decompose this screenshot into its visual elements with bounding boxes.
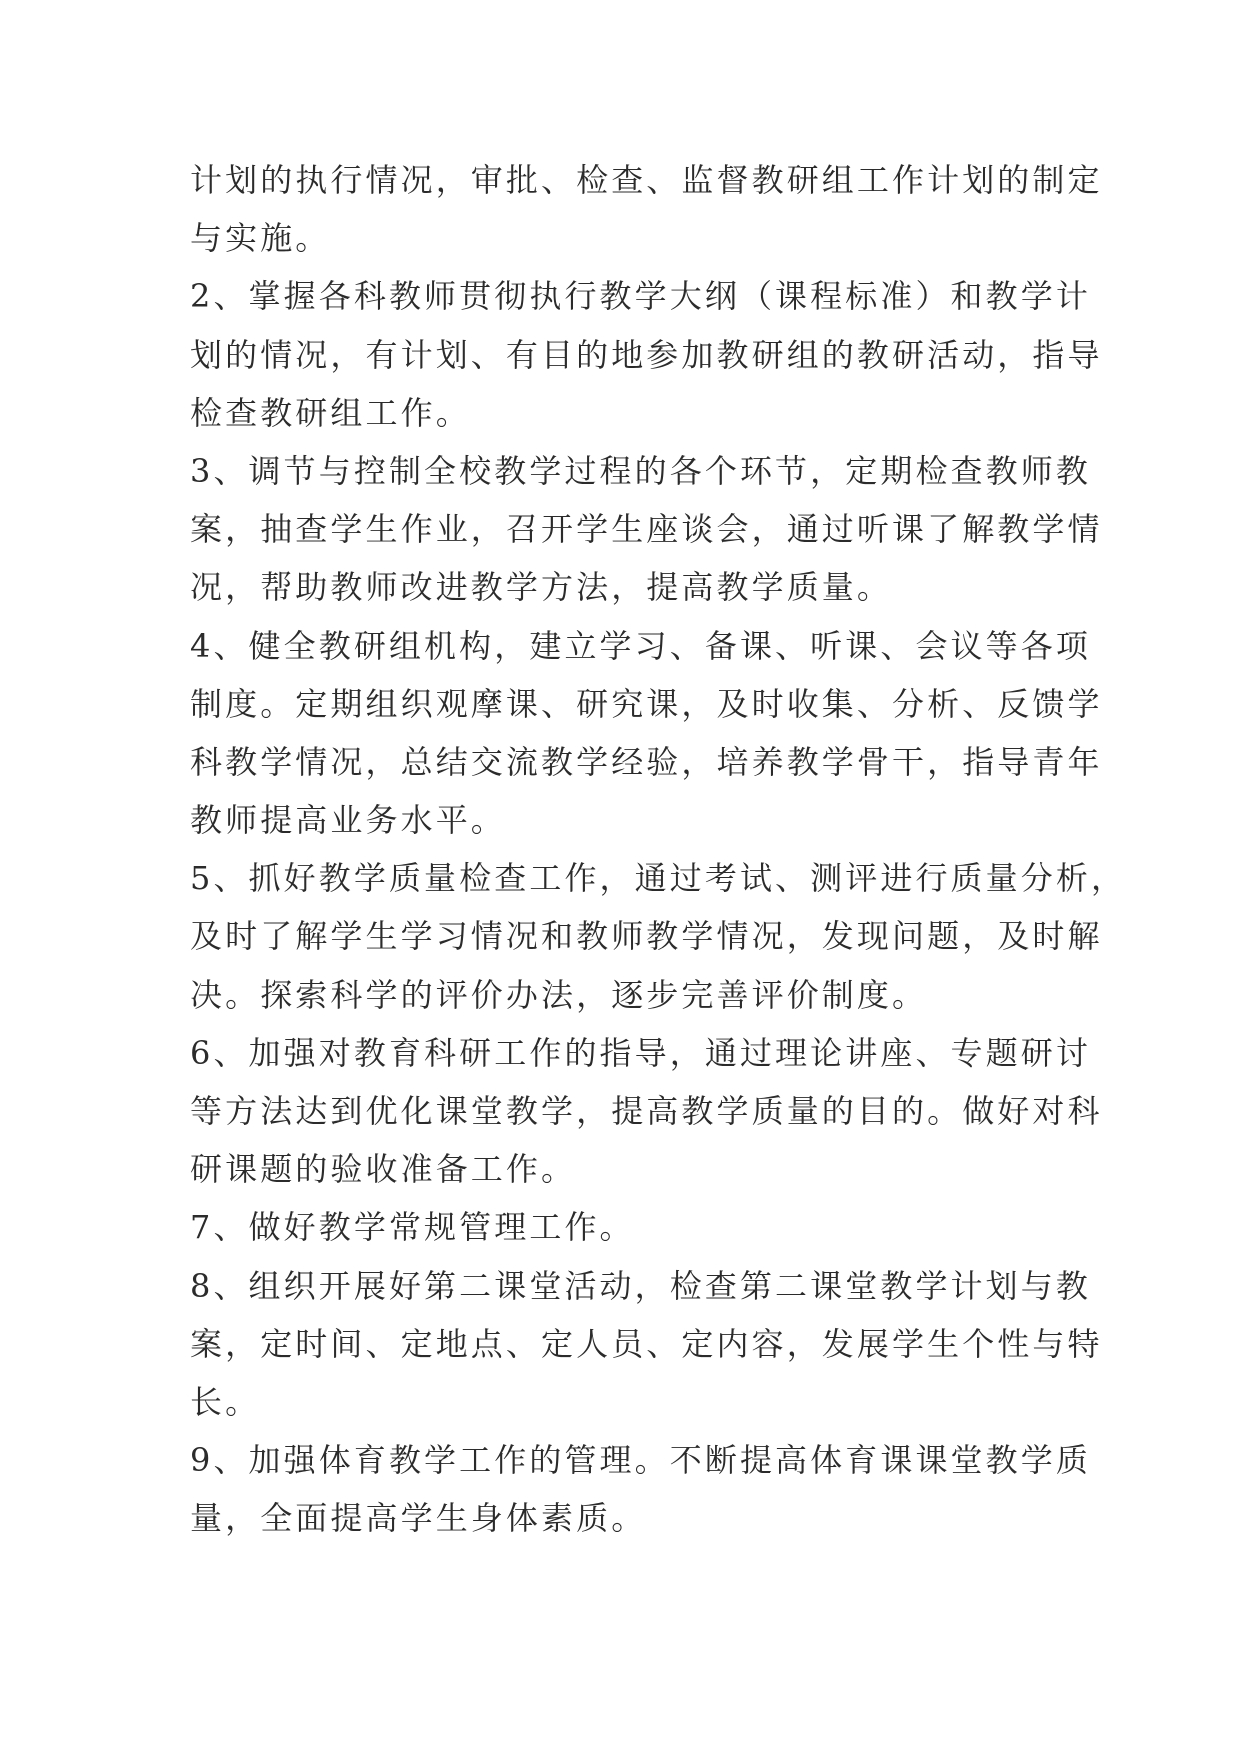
text-line: 划的情况，有计划、有目的地参加教研组的教研活动，指导 [190, 335, 1103, 374]
body-text [190, 151, 1127, 1548]
text-line: 决。探索科学的评价办法，逐步完善评价制度。 [190, 975, 928, 1014]
text-line: 长。 [190, 1382, 261, 1421]
text-line: 计划的执行情况，审批、检查、监督教研组工作计划的制定 [190, 161, 1103, 199]
text-line: 教师提高业务水平。 [190, 801, 506, 840]
text-line: 8、组织开展好第二课堂活动，检查第二课堂教学计划与教 [190, 1266, 1091, 1305]
text-line: 及时了解学生学习情况和教师教学情况，发现问题，及时解 [190, 917, 1103, 956]
text-line: 5、抓好教学质量检查工作，通过考试、测评进行质量分析， [190, 859, 1127, 898]
text-line: 与实施。 [190, 219, 331, 258]
text-line: 3、调节与控制全校教学过程的各个环节，定期检查教师教 [190, 451, 1091, 490]
text-line: 2、掌握各科教师贯彻执行教学大纲（课程标准）和教学计 [190, 277, 1091, 316]
text-line: 检查教研组工作。 [190, 393, 471, 432]
text-line: 4、健全教研组机构，建立学习、备课、听课、会议等各项 [190, 626, 1091, 665]
text-line: 制度。定期组织观摩课、研究课，及时收集、分析、反馈学 [190, 684, 1103, 723]
text-line: 案，抽查学生作业，召开学生座谈会，通过听课了解教学情 [190, 510, 1103, 549]
text-line: 况，帮助教师改进教学方法，提高教学质量。 [190, 568, 893, 607]
text-line: 研课题的验收准备工作。 [190, 1150, 577, 1189]
text-line: 9、加强体育教学工作的管理。不断提高体育课课堂教学质 [190, 1441, 1091, 1480]
text-line: 7、做好教学常规管理工作。 [190, 1208, 635, 1247]
text-line: 等方法达到优化课堂教学，提高教学质量的目的。做好对科 [190, 1092, 1103, 1130]
text-line: 案，定时间、定地点、定人员、定内容，发展学生个性与特 [190, 1324, 1103, 1363]
text-line: 科教学情况，总结交流教学经验，培养教学骨干，指导青年 [190, 742, 1103, 781]
text-line: 6、加强对教育科研工作的指导，通过理论讲座、专题研讨 [190, 1033, 1091, 1072]
text-line: 量，全面提高学生身体素质。 [190, 1499, 647, 1538]
